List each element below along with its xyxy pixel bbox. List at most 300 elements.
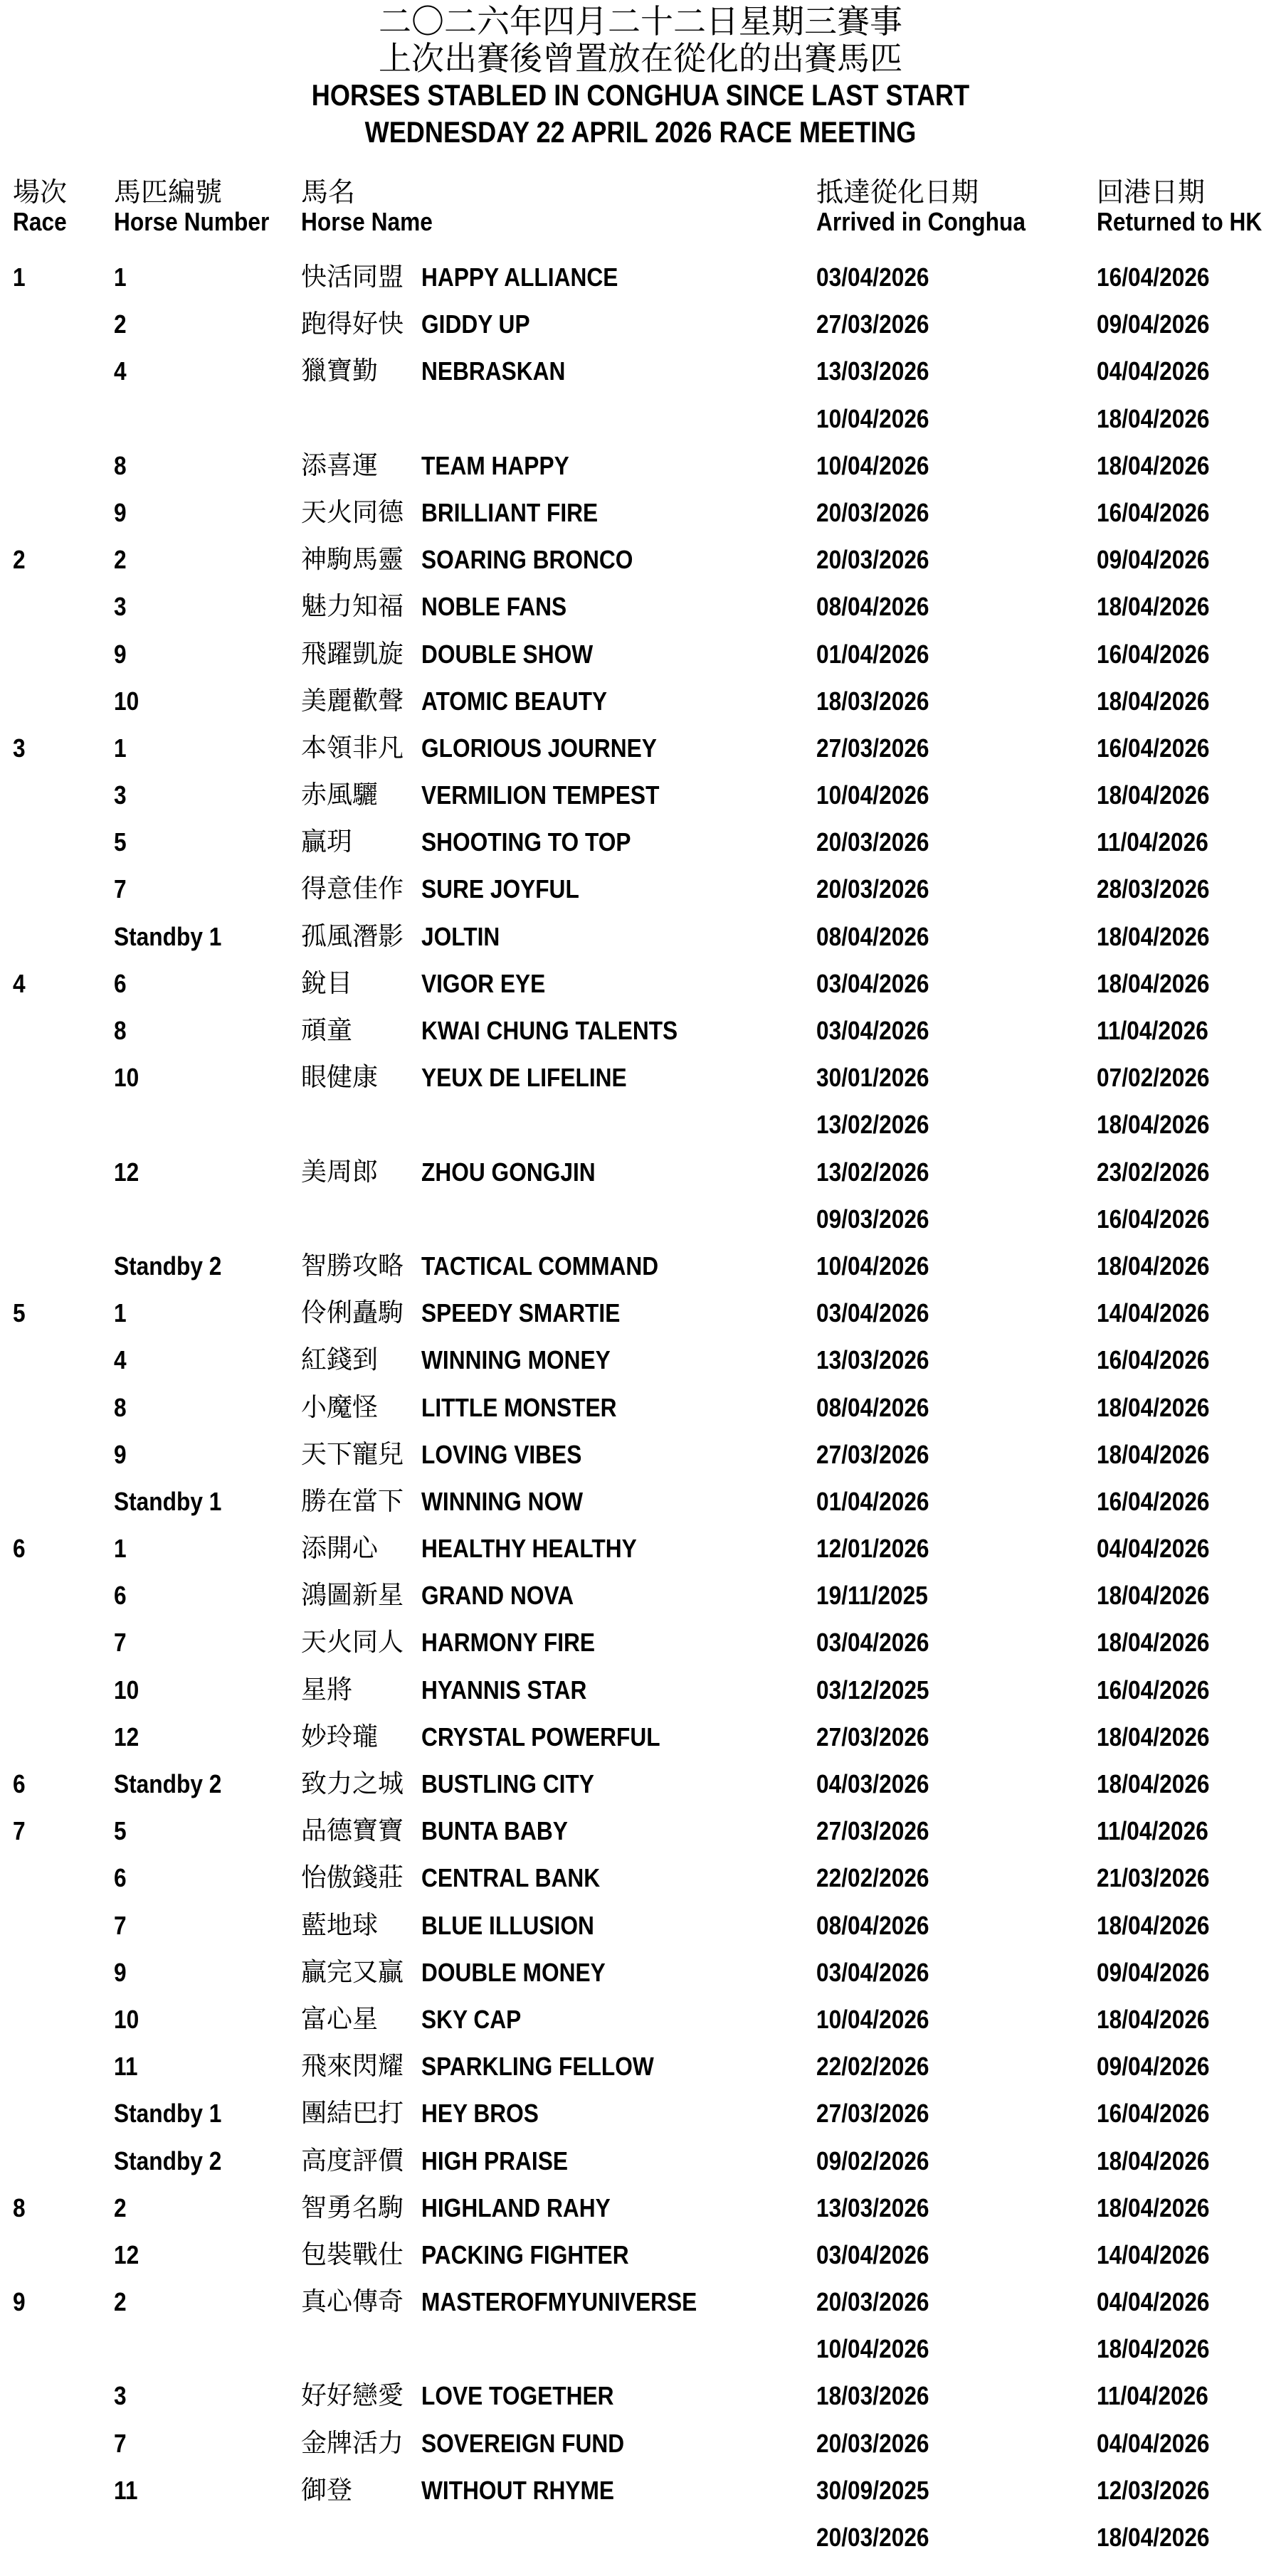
horse-name-en-cell: TEAM HAPPY: [421, 450, 569, 480]
arrived-date-cell: 12/01/2026: [816, 1534, 929, 1564]
horse-number-cell: Standby 1: [114, 921, 222, 951]
horse-name-en-cell: SOARING BRONCO: [421, 545, 633, 575]
horse-number-cell: Standby 1: [114, 2099, 222, 2129]
returned-date-cell: 07/02/2026: [1097, 1063, 1210, 1093]
table-row: [0, 865, 1281, 912]
arrived-date-cell: 30/09/2025: [816, 2475, 929, 2505]
horse-number-cell: 6: [114, 968, 127, 998]
column-header-race-en: Race: [13, 207, 67, 236]
returned-date-cell: 18/04/2026: [1097, 1251, 1210, 1281]
horse-name-zh-cell: 天火同德: [301, 497, 404, 527]
returned-date-cell: 16/04/2026: [1097, 733, 1210, 763]
returned-date-cell: 09/04/2026: [1097, 2052, 1210, 2082]
table-row: [0, 300, 1281, 347]
arrived-date-cell: 03/04/2026: [816, 1628, 929, 1658]
table-row: [0, 2513, 1281, 2560]
arrived-date-cell: 13/03/2026: [816, 356, 929, 386]
returned-date-cell: 09/04/2026: [1097, 545, 1210, 575]
arrived-date-cell: 03/04/2026: [816, 1298, 929, 1328]
horse-number-cell: 2: [114, 2193, 127, 2222]
horse-number-cell: Standby 2: [114, 2146, 222, 2175]
arrived-date-cell: 03/04/2026: [816, 263, 929, 292]
horse-name-zh-cell: 天下寵兒: [301, 1439, 404, 1469]
table-row: [0, 395, 1281, 442]
returned-date-cell: 18/04/2026: [1097, 1910, 1210, 1940]
table-row: [0, 1902, 1281, 1949]
returned-date-cell: 18/04/2026: [1097, 921, 1210, 951]
returned-date-cell: 04/04/2026: [1097, 2287, 1210, 2317]
title-chinese-line-2: 上次出賽後曾置放在從化的出賽馬匹: [379, 39, 902, 78]
arrived-date-cell: 10/04/2026: [816, 780, 929, 810]
table-row: [0, 2466, 1281, 2513]
returned-date-cell: 11/04/2026: [1097, 1816, 1208, 1846]
race-cell: 8: [13, 2193, 26, 2222]
column-header-race-zh: 場次: [13, 176, 68, 208]
table-row: [0, 1101, 1281, 1147]
horse-name-zh-cell: 高度評價: [301, 2146, 404, 2175]
arrived-date-cell: 03/04/2026: [816, 968, 929, 998]
horse-name-en-cell: PACKING FIGHTER: [421, 2240, 629, 2269]
horse-name-en-cell: JOLTIN: [421, 921, 500, 951]
returned-date-cell: 18/04/2026: [1097, 403, 1210, 433]
horse-number-cell: 7: [114, 2428, 127, 2458]
horse-name-zh-cell: 智勇名駒: [301, 2193, 404, 2222]
returned-date-cell: 12/03/2026: [1097, 2475, 1210, 2505]
returned-date-cell: 04/04/2026: [1097, 2428, 1210, 2458]
table-row: [0, 1148, 1281, 1195]
horse-number-cell: 7: [114, 1628, 127, 1658]
arrived-date-cell: 18/03/2026: [816, 686, 929, 716]
arrived-date-cell: 18/03/2026: [816, 2381, 929, 2411]
arrived-date-cell: 09/02/2026: [816, 2146, 929, 2175]
returned-date-cell: 18/04/2026: [1097, 2193, 1210, 2222]
horse-number-cell: Standby 1: [114, 1486, 222, 1516]
horse-name-en-cell: BUSTLING CITY: [421, 1769, 594, 1798]
horse-name-zh-cell: 真心傳奇: [301, 2287, 404, 2317]
horse-number-cell: Standby 2: [114, 1251, 222, 1281]
horse-number-cell: 1: [114, 1534, 127, 1564]
horse-name-zh-cell: 致力之城: [301, 1769, 404, 1798]
horse-number-cell: 6: [114, 1581, 127, 1611]
table-row: [0, 771, 1281, 818]
horse-name-zh-cell: 富心星: [301, 2004, 379, 2034]
horse-number-cell: 3: [114, 2381, 127, 2411]
table-row: [0, 1854, 1281, 1901]
horse-number-cell: 2: [114, 545, 127, 575]
table-row: [0, 2419, 1281, 2466]
horse-name-zh-cell: 金牌活力: [301, 2428, 404, 2458]
arrived-date-cell: 19/11/2025: [816, 1581, 928, 1611]
table-row: [0, 442, 1281, 489]
title-chinese-line-1: 二〇二六年四月二十二日星期三賽事: [379, 2, 902, 41]
race-cell: 6: [13, 1534, 26, 1564]
returned-date-cell: 11/04/2026: [1097, 827, 1208, 857]
column-header-race: [13, 176, 74, 236]
returned-date-cell: 18/04/2026: [1097, 450, 1210, 480]
title-english-line-2: WEDNESDAY 22 APRIL 2026 RACE MEETING: [364, 115, 917, 149]
returned-date-cell: 18/04/2026: [1097, 968, 1210, 998]
horse-name-en-cell: BRILLIANT FIRE: [421, 497, 599, 527]
returned-date-cell: 16/04/2026: [1097, 1345, 1210, 1375]
table-row: [0, 1995, 1281, 2042]
horse-name-zh-cell: 包裝戰仕: [301, 2240, 404, 2269]
column-header-horse-number: [114, 176, 290, 236]
horse-name-en-cell: GLORIOUS JOURNEY: [421, 733, 657, 763]
arrived-date-cell: 13/03/2026: [816, 1345, 929, 1375]
horse-name-en-cell: HYANNIS STAR: [421, 1675, 587, 1705]
horse-name-zh-cell: 銳目: [301, 968, 353, 998]
horse-name-zh-cell: 贏玥: [301, 827, 353, 857]
race-cell: 2: [13, 545, 26, 575]
column-header-returned-zh: 回港日期: [1097, 176, 1206, 208]
document-header: [0, 3, 1281, 151]
returned-date-cell: 16/04/2026: [1097, 1204, 1210, 1234]
horse-number-cell: 10: [114, 2004, 139, 2034]
horse-name-zh-cell: 神駒馬靈: [301, 545, 404, 575]
returned-date-cell: 28/03/2026: [1097, 874, 1210, 904]
horse-name-zh-cell: 御登: [301, 2475, 353, 2505]
arrived-date-cell: 10/04/2026: [816, 450, 929, 480]
table-row: [0, 960, 1281, 1007]
returned-date-cell: 18/04/2026: [1097, 1581, 1210, 1611]
arrived-date-cell: 04/03/2026: [816, 1769, 929, 1798]
race-cell: 7: [13, 1816, 26, 1846]
horse-name-en-cell: GIDDY UP: [421, 309, 530, 339]
returned-date-cell: 11/04/2026: [1097, 1016, 1208, 1045]
horse-number-cell: 9: [114, 497, 127, 527]
returned-date-cell: 18/04/2026: [1097, 780, 1210, 810]
arrived-date-cell: 03/12/2025: [816, 1675, 929, 1705]
returned-date-cell: 04/04/2026: [1097, 1534, 1210, 1564]
horse-name-en-cell: DOUBLE MONEY: [421, 1957, 606, 1987]
arrived-date-cell: 27/03/2026: [816, 309, 929, 339]
arrived-date-cell: 20/03/2026: [816, 2428, 929, 2458]
horse-name-en-cell: HIGHLAND RAHY: [421, 2193, 611, 2222]
title-english-line-1: HORSES STABLED IN CONGHUA SINCE LAST START: [311, 78, 970, 112]
horse-name-zh-cell: 飛來閃耀: [301, 2052, 404, 2082]
table-row: [0, 1336, 1281, 1383]
horse-name-en-cell: GRAND NOVA: [421, 1581, 574, 1611]
column-header-horse-number-en: Horse Number: [114, 207, 270, 236]
table-row: [0, 1478, 1281, 1525]
horse-name-en-cell: DOUBLE SHOW: [421, 639, 594, 669]
horse-name-zh-cell: 獵寶勤: [301, 356, 379, 386]
arrived-date-cell: 10/04/2026: [816, 403, 929, 433]
returned-date-cell: 16/04/2026: [1097, 1486, 1210, 1516]
horse-number-cell: 1: [114, 1298, 127, 1328]
table-row: [0, 1713, 1281, 1760]
horse-name-zh-cell: 品德寶寶: [301, 1816, 404, 1846]
horse-name-en-cell: SOVEREIGN FUND: [421, 2428, 625, 2458]
horse-name-zh-cell: 頑童: [301, 1016, 353, 1045]
horse-number-cell: 3: [114, 592, 127, 622]
returned-date-cell: 18/04/2026: [1097, 2004, 1210, 2034]
horse-name-en-cell: LOVING VIBES: [421, 1439, 582, 1469]
arrived-date-cell: 03/04/2026: [816, 1957, 929, 1987]
table-row: [0, 724, 1281, 771]
horse-name-zh-cell: 好好戀愛: [301, 2381, 404, 2411]
horse-name-en-cell: BUNTA BABY: [421, 1816, 568, 1846]
returned-date-cell: 18/04/2026: [1097, 1392, 1210, 1422]
horse-number-cell: 12: [114, 1722, 139, 1751]
horse-number-cell: 8: [114, 1016, 127, 1045]
table-row: [0, 1525, 1281, 1571]
column-header-horse-name: [301, 176, 450, 236]
race-cell: 5: [13, 1298, 26, 1328]
table-row: [0, 818, 1281, 865]
horse-number-cell: 12: [114, 2240, 139, 2269]
returned-date-cell: 16/04/2026: [1097, 263, 1210, 292]
horse-name-zh-cell: 添開心: [301, 1534, 379, 1564]
horse-number-cell: 11: [114, 2052, 138, 2082]
arrived-date-cell: 10/04/2026: [816, 2334, 929, 2364]
table-row: [0, 1195, 1281, 1242]
column-header-horse-name-zh: 馬名: [301, 176, 356, 208]
table-row: [0, 2137, 1281, 2184]
returned-date-cell: 18/04/2026: [1097, 1722, 1210, 1751]
arrived-date-cell: 20/03/2026: [816, 497, 929, 527]
returned-date-cell: 23/02/2026: [1097, 1157, 1210, 1187]
arrived-date-cell: 09/03/2026: [816, 1204, 929, 1234]
horse-name-zh-cell: 快活同盟: [301, 263, 404, 292]
arrived-date-cell: 20/03/2026: [816, 874, 929, 904]
returned-date-cell: 18/04/2026: [1097, 1628, 1210, 1658]
horse-number-cell: 4: [114, 1345, 127, 1375]
arrived-date-cell: 27/03/2026: [816, 1816, 929, 1846]
arrived-date-cell: 30/01/2026: [816, 1063, 929, 1093]
horse-name-en-cell: WINNING NOW: [421, 1486, 584, 1516]
arrived-date-cell: 03/04/2026: [816, 1016, 929, 1045]
returned-date-cell: 09/04/2026: [1097, 1957, 1210, 1987]
horse-name-en-cell: LITTLE MONSTER: [421, 1392, 617, 1422]
race-cell: 9: [13, 2287, 26, 2317]
horse-number-cell: 11: [114, 2475, 138, 2505]
horse-number-cell: 8: [114, 1392, 127, 1422]
arrived-date-cell: 20/03/2026: [816, 545, 929, 575]
horse-name-zh-cell: 勝在當下: [301, 1486, 404, 1516]
arrived-date-cell: 08/04/2026: [816, 1910, 929, 1940]
horse-name-zh-cell: 美麗歡聲: [301, 686, 404, 716]
horse-name-en-cell: YEUX DE LIFELINE: [421, 1063, 627, 1093]
returned-date-cell: 18/04/2026: [1097, 686, 1210, 716]
horse-name-en-cell: HEY BROS: [421, 2099, 539, 2129]
horse-name-en-cell: HAPPY ALLIANCE: [421, 263, 618, 292]
horse-name-zh-cell: 魅力知福: [301, 592, 404, 622]
horse-name-zh-cell: 添喜運: [301, 450, 379, 480]
horse-number-cell: 10: [114, 1675, 139, 1705]
horse-name-zh-cell: 團結巴打: [301, 2099, 404, 2129]
horse-name-zh-cell: 紅錢到: [301, 1345, 379, 1375]
arrived-date-cell: 20/03/2026: [816, 827, 929, 857]
horse-name-zh-cell: 本領非凡: [301, 733, 404, 763]
column-header-horse-number-zh: 馬匹編號: [114, 176, 223, 208]
arrived-date-cell: 27/03/2026: [816, 733, 929, 763]
table-row: [0, 489, 1281, 536]
horse-number-cell: 5: [114, 1816, 127, 1846]
table-row: [0, 913, 1281, 960]
arrived-date-cell: 27/03/2026: [816, 1722, 929, 1751]
horse-name-en-cell: SHOOTING TO TOP: [421, 827, 631, 857]
column-headers: [0, 176, 1281, 255]
race-cell: 6: [13, 1769, 26, 1798]
returned-date-cell: 18/04/2026: [1097, 2523, 1210, 2552]
returned-date-cell: 04/04/2026: [1097, 356, 1210, 386]
horse-name-en-cell: SKY CAP: [421, 2004, 522, 2034]
horse-number-cell: 6: [114, 1863, 127, 1893]
table-row: [0, 2278, 1281, 2325]
returned-date-cell: 11/04/2026: [1097, 2381, 1208, 2411]
horse-name-zh-cell: 美周郎: [301, 1157, 379, 1187]
horse-number-cell: 9: [114, 639, 127, 669]
horse-name-en-cell: VIGOR EYE: [421, 968, 546, 998]
arrived-date-cell: 03/04/2026: [816, 2240, 929, 2269]
horse-number-cell: 10: [114, 1063, 139, 1093]
horse-name-zh-cell: 伶俐矗駒: [301, 1298, 404, 1328]
returned-date-cell: 21/03/2026: [1097, 1863, 1210, 1893]
horse-name-en-cell: WINNING MONEY: [421, 1345, 611, 1375]
table-row: [0, 347, 1281, 394]
column-header-arrived-en: Arrived in Conghua: [816, 207, 1026, 236]
horse-name-en-cell: NEBRASKAN: [421, 356, 566, 386]
table-row: [0, 1242, 1281, 1289]
arrived-date-cell: 20/03/2026: [816, 2523, 929, 2552]
column-header-returned-en: Returned to HK: [1097, 207, 1262, 236]
horse-name-en-cell: MASTEROFMYUNIVERSE: [421, 2287, 697, 2317]
horse-table: [0, 253, 1281, 2560]
horse-name-zh-cell: 星將: [301, 1675, 353, 1705]
horse-name-en-cell: WITHOUT RHYME: [421, 2475, 615, 2505]
arrived-date-cell: 01/04/2026: [816, 639, 929, 669]
horse-name-en-cell: TACTICAL COMMAND: [421, 1251, 659, 1281]
horse-name-zh-cell: 藍地球: [301, 1910, 379, 1940]
returned-date-cell: 14/04/2026: [1097, 2240, 1210, 2269]
arrived-date-cell: 22/02/2026: [816, 1863, 929, 1893]
arrived-date-cell: 13/02/2026: [816, 1157, 929, 1187]
returned-date-cell: 16/04/2026: [1097, 639, 1210, 669]
horse-name-zh-cell: 眼健康: [301, 1063, 379, 1093]
horse-number-cell: 4: [114, 356, 127, 386]
horse-name-en-cell: NOBLE FANS: [421, 592, 567, 622]
returned-date-cell: 18/04/2026: [1097, 1769, 1210, 1798]
horse-name-en-cell: ATOMIC BEAUTY: [421, 686, 608, 716]
horse-name-en-cell: SPARKLING FELLOW: [421, 2052, 654, 2082]
table-row: [0, 1431, 1281, 1478]
horse-name-zh-cell: 小魔怪: [301, 1392, 379, 1422]
table-row: [0, 677, 1281, 724]
column-header-returned: [1097, 176, 1281, 236]
table-row: [0, 1571, 1281, 1618]
table-row: [0, 630, 1281, 677]
horse-name-en-cell: KWAI CHUNG TALENTS: [421, 1016, 678, 1045]
horse-number-cell: 2: [114, 2287, 127, 2317]
table-row: [0, 1007, 1281, 1054]
horse-name-en-cell: LOVE TOGETHER: [421, 2381, 614, 2411]
horse-number-cell: 1: [114, 263, 127, 292]
race-cell: 1: [13, 263, 26, 292]
horse-name-zh-cell: 赤風驪: [301, 780, 379, 810]
returned-date-cell: 16/04/2026: [1097, 2099, 1210, 2129]
returned-date-cell: 18/04/2026: [1097, 1439, 1210, 1469]
table-row: [0, 1949, 1281, 1995]
returned-date-cell: 09/04/2026: [1097, 309, 1210, 339]
arrived-date-cell: 10/04/2026: [816, 1251, 929, 1281]
returned-date-cell: 14/04/2026: [1097, 1298, 1210, 1328]
horse-name-en-cell: HIGH PRAISE: [421, 2146, 568, 2175]
table-row: [0, 2231, 1281, 2278]
horse-name-en-cell: VERMILION TEMPEST: [421, 780, 660, 810]
returned-date-cell: 18/04/2026: [1097, 1110, 1210, 1140]
table-row: [0, 1618, 1281, 1665]
table-row: [0, 1054, 1281, 1101]
race-cell: 3: [13, 733, 26, 763]
returned-date-cell: 18/04/2026: [1097, 2334, 1210, 2364]
arrived-date-cell: 27/03/2026: [816, 2099, 929, 2129]
table-row: [0, 2372, 1281, 2419]
table-row: [0, 583, 1281, 630]
column-header-horse-name-en: Horse Name: [301, 207, 433, 236]
horse-name-zh-cell: 天火同人: [301, 1628, 404, 1658]
horse-number-cell: Standby 2: [114, 1769, 222, 1798]
table-row: [0, 1666, 1281, 1713]
horse-name-zh-cell: 贏完又贏: [301, 1957, 404, 1987]
returned-date-cell: 18/04/2026: [1097, 2146, 1210, 2175]
horse-number-cell: 3: [114, 780, 127, 810]
column-header-arrived: [816, 176, 1054, 236]
horse-name-en-cell: SPEEDY SMARTIE: [421, 1298, 621, 1328]
horse-number-cell: 9: [114, 1439, 127, 1469]
horse-name-en-cell: HEALTHY HEALTHY: [421, 1534, 637, 1564]
horse-number-cell: 2: [114, 309, 127, 339]
horse-name-en-cell: BLUE ILLUSION: [421, 1910, 594, 1940]
table-row: [0, 1384, 1281, 1431]
horse-name-en-cell: ZHOU GONGJIN: [421, 1157, 596, 1187]
table-row: [0, 2325, 1281, 2372]
table-row: [0, 2042, 1281, 2089]
horse-name-zh-cell: 得意佳作: [301, 874, 404, 904]
horse-number-cell: 5: [114, 827, 127, 857]
returned-date-cell: 18/04/2026: [1097, 592, 1210, 622]
horse-name-zh-cell: 跑得好快: [301, 309, 404, 339]
horse-name-zh-cell: 鴻圖新星: [301, 1581, 404, 1611]
table-row: [0, 1289, 1281, 1336]
arrived-date-cell: 01/04/2026: [816, 1486, 929, 1516]
arrived-date-cell: 08/04/2026: [816, 592, 929, 622]
arrived-date-cell: 22/02/2026: [816, 2052, 929, 2082]
arrived-date-cell: 08/04/2026: [816, 921, 929, 951]
table-row: [0, 253, 1281, 300]
column-header-arrived-zh: 抵達從化日期: [816, 176, 979, 208]
horse-name-zh-cell: 飛躍凱旋: [301, 639, 404, 669]
race-cell: 4: [13, 968, 26, 998]
horse-number-cell: 1: [114, 733, 127, 763]
horse-name-en-cell: CENTRAL BANK: [421, 1863, 601, 1893]
horse-name-en-cell: HARMONY FIRE: [421, 1628, 596, 1658]
horse-name-zh-cell: 智勝攻略: [301, 1251, 404, 1281]
horse-number-cell: 12: [114, 1157, 139, 1187]
arrived-date-cell: 20/03/2026: [816, 2287, 929, 2317]
table-row: [0, 2089, 1281, 2136]
horse-name-zh-cell: 孤風潛影: [301, 921, 404, 951]
arrived-date-cell: 13/03/2026: [816, 2193, 929, 2222]
returned-date-cell: 16/04/2026: [1097, 1675, 1210, 1705]
horse-number-cell: 7: [114, 1910, 127, 1940]
table-row: [0, 2184, 1281, 2231]
arrived-date-cell: 27/03/2026: [816, 1439, 929, 1469]
horse-number-cell: 10: [114, 686, 139, 716]
table-row: [0, 536, 1281, 583]
horse-number-cell: 9: [114, 1957, 127, 1987]
table-row: [0, 1807, 1281, 1854]
